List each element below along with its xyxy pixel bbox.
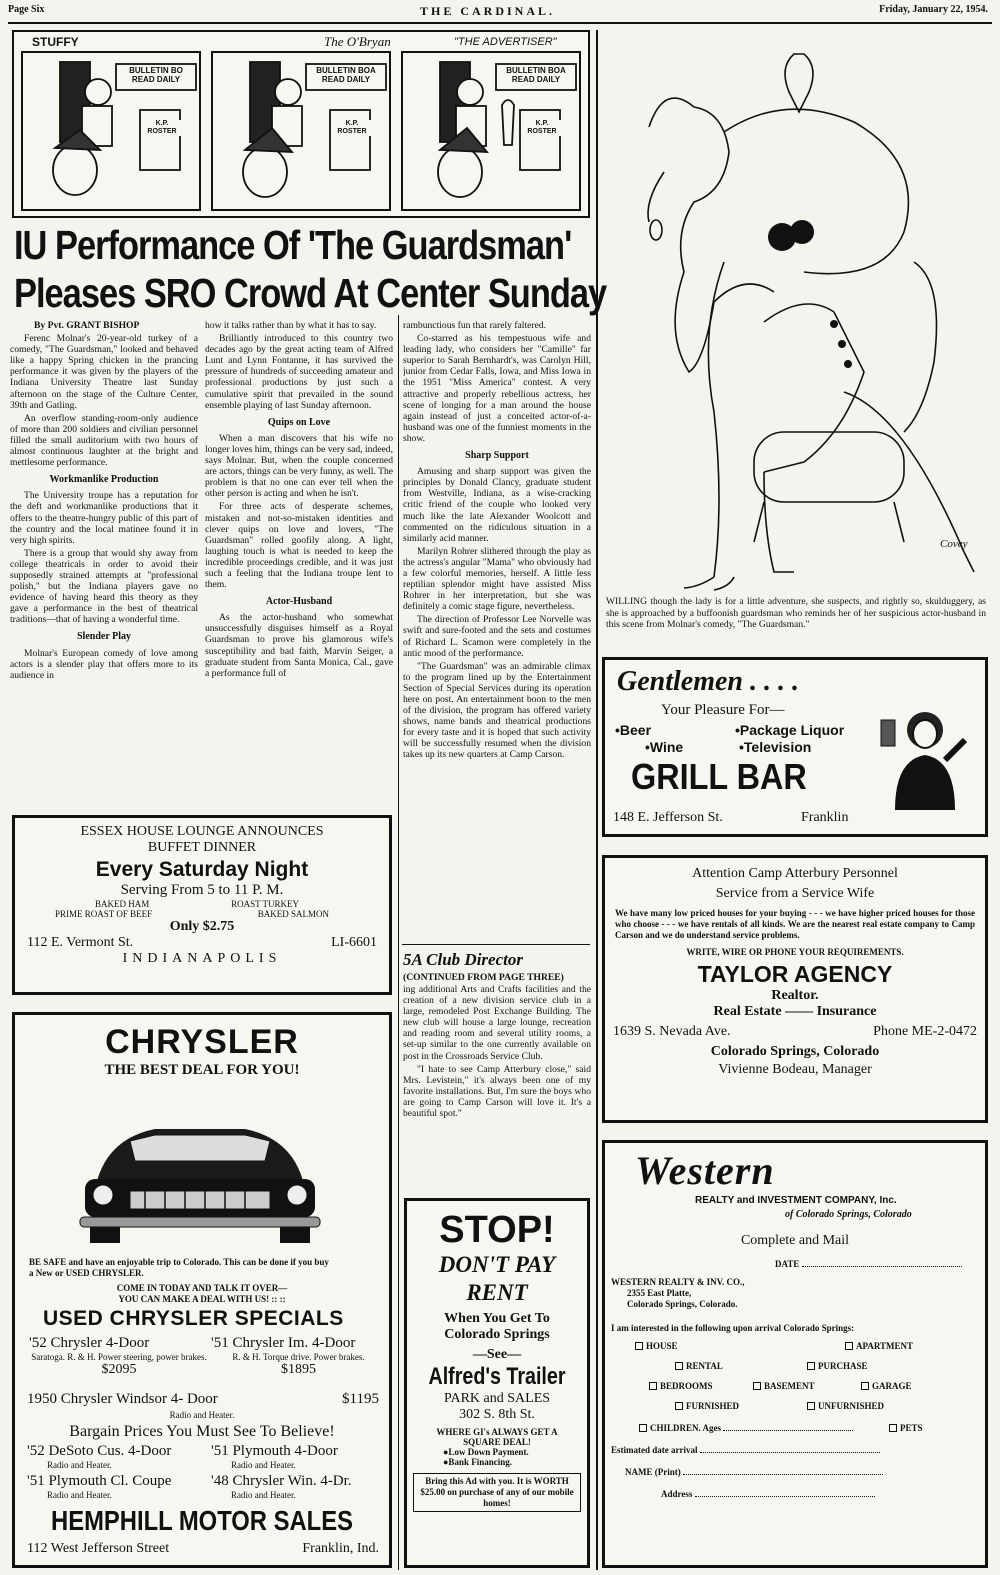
car-listing: '51 Plymouth 4-Door Radio and Heater. xyxy=(211,1443,338,1470)
checkbox-furnished[interactable]: FURNISHED xyxy=(675,1401,739,1411)
subhead: Quips on Love xyxy=(267,416,331,428)
car-listing-detail: Radio and Heater. xyxy=(169,1410,235,1420)
date-field[interactable]: DATE xyxy=(775,1259,962,1269)
paragraph: The University troupe has a reputation for the deft and workmanlike productions that it offers to the theatre-hungry public of this part of the country and the local matinee found it in very high spirits. xyxy=(10,490,198,546)
header-rule xyxy=(8,22,992,24)
comic-caption: "THE ADVERTISER" xyxy=(454,36,557,48)
grill-name: GRILL BAR xyxy=(631,756,807,797)
taylor-contact: 1639 S. Nevada Ave. Phone ME-2-0472 xyxy=(613,1024,977,1039)
western-company: REALTY and INVESTMENT COMPANY, Inc. xyxy=(695,1195,897,1206)
chrysler-pitch: BE SAFE and have an enjoyable trip to Colorado. This can be done if you buy a New or USED CHRYSLER. xyxy=(29,1257,329,1278)
essex-contact: 112 E. Vermont St. LI-6601 xyxy=(27,935,377,950)
essex-line-3: Every Saturday Night xyxy=(95,858,309,881)
guardsman-illustration xyxy=(604,32,988,594)
car-listing: '52 DeSoto Cus. 4-Door Radio and Heater. xyxy=(27,1443,172,1470)
checkbox-bedrooms[interactable]: BEDROOMS xyxy=(649,1381,713,1391)
grill-item: •Package Liquor xyxy=(735,722,845,738)
checkbox-house[interactable]: HOUSE xyxy=(635,1341,678,1351)
car-listing: '51 Chrysler Im. 4-Door R. & H. Torque drive. Power brakes. $1895 xyxy=(211,1335,365,1377)
stop-line: WHERE GI's ALWAYS GET A xyxy=(436,1427,558,1437)
paragraph: Amusing and sharp support was given the principles by Donald Clancy, graduate student from Westville, Indiana, as a wise-cracking critic friend of the couple who looked very much like the late Alexander Woolcott and commented on the ridiculous situation in a similarly acid manner. xyxy=(403,466,591,544)
chrysler-bargain: Bargain Prices You Must See To Believe! xyxy=(69,1423,335,1440)
western-realty-ad xyxy=(602,1140,988,1568)
essex-menu-1: BAKED HAM ROAST TURKEY xyxy=(95,899,299,909)
stop-line: Colorado Springs xyxy=(444,1327,550,1342)
roster-label: K.P. ROSTER xyxy=(332,120,372,136)
chrysler-specials: USED CHRYSLER SPECIALS xyxy=(43,1307,344,1330)
paragraph: The direction of Professor Lee Norvelle was swift and sure-footed and the sets and costumes of Richard L. Scamon were completely in the antic mood of the performance. xyxy=(403,614,591,659)
stop-line: PARK and SALES xyxy=(443,1391,551,1406)
masthead-title: THE CARDINAL. xyxy=(420,4,556,18)
name-field[interactable]: NAME (Print) xyxy=(625,1467,883,1477)
grill-bar-ad xyxy=(602,657,988,837)
taylor-write: WRITE, WIRE OR PHONE YOUR REQUIREMENTS. xyxy=(686,947,904,957)
subhead: Workmanlike Production xyxy=(49,474,159,486)
paragraph: how it talks rather than by what it has to say. xyxy=(205,320,377,331)
trailer-name: Alfred's Trailer xyxy=(428,1363,566,1390)
taylor-city: Colorado Springs, Colorado xyxy=(710,1044,880,1059)
comic-title: STUFFY xyxy=(32,35,79,49)
column-divider xyxy=(398,315,399,1570)
taylor-heading: Attention Camp Atterbury Personnel xyxy=(692,866,898,881)
checkbox-garage[interactable]: GARAGE xyxy=(861,1381,912,1391)
paragraph: "The Guardsman" was an admirable climax to the program lined up by the Entertainment Section of Special Services during its operation here on post. An entertainment boon to the men of the division, the program has offered variety shows, name bands and theatrical productions for every taste and it is hoped that such activity will be successfully resumed when the division takes up its new quarters at Camp Carson. xyxy=(403,660,591,761)
comic-signature: The O'Bryan xyxy=(324,34,391,49)
stop-bullet: ●Low Down Payment. xyxy=(443,1447,529,1457)
taylor-realtor: Realtor. xyxy=(771,988,819,1003)
western-logo: Western xyxy=(635,1148,775,1193)
essex-line-1: ESSEX HOUSE LOUNGE ANNOUNCES xyxy=(80,824,324,839)
interest-statement: I am interested in the following upon arrival Colorado Springs: xyxy=(611,1323,855,1333)
stop-line: —See— xyxy=(472,1347,522,1362)
paragraph: For three acts of desperate schemes, mistaken and not-so-mistaken identities and clever quips on love and lovers, "The Guardsman" rolled goofily along. A light, laughing touch is what is needed to keep the incredible proceedings credible, and it was just such a feeling that the Indiana troupe lent to them. xyxy=(205,501,393,591)
essex-line-4: Serving From 5 to 11 P. M. xyxy=(120,882,284,898)
paragraph: Co-starred as his tempestuous wife and leading lady, who considers her "Camille" far superior to Sarah Bernhardt's, was Carolyn Hill, junior from Cedar Falls, Iowa, and Miss Iowa in the 1951 "Miss America" contest. A very attractive and properly rebellious actress, her scene of longing for a man around the house again instead of just a conceited actor-of-a-husband was one of the funniest moments in the show. xyxy=(403,333,591,444)
headline-line-1: IU Performance Of 'The Guardsman' xyxy=(14,222,572,268)
taylor-services: Real Estate —— Insurance xyxy=(713,1004,877,1019)
paragraph: There is a group that would shy away from college theatricals in order to avoid their supposedly strained attempts at "professional polish," but the Indiana players gave no evidence of having heard this theory as they gave a performance in the best of theatrical traditions—that of having a wonderful time. xyxy=(10,547,198,626)
paragraph: An overflow standing-room-only audience of more than 200 soldiers and civilian personnel filled the small auditorium with two hours of almost continuous laughter at the bright and mettlesome performance. xyxy=(10,412,198,469)
stop-line: 302 S. 8th St. xyxy=(459,1407,535,1422)
issue-date: Friday, January 22, 1954. xyxy=(879,4,988,15)
checkbox-purchase[interactable]: PURCHASE xyxy=(807,1361,868,1371)
coupon-note: Bring this Ad with you. It is WORTH $25.00 on purchase of any of our mobile homes! xyxy=(413,1473,581,1512)
roster-label: K.P. ROSTER xyxy=(142,120,182,136)
chrysler-ad xyxy=(12,1012,392,1568)
paragraph: Molnar's European comedy of love among actors is a slender play that offers more to its audience in xyxy=(10,647,198,681)
grill-title: Gentlemen . . . . xyxy=(617,666,799,697)
taylor-heading-2: Service from a Service Wife xyxy=(715,886,875,901)
dealer-name: HEMPHILL MOTOR SALES xyxy=(51,1505,353,1536)
stop-line: RENT xyxy=(466,1280,528,1305)
checkbox-apartment[interactable]: APARTMENT xyxy=(845,1341,913,1351)
essex-ad xyxy=(12,815,392,995)
club-continued: (CONTINUED FROM PAGE THREE) xyxy=(403,972,564,983)
essex-price: Only $2.75 xyxy=(169,919,235,934)
club-article xyxy=(403,984,591,1194)
trailer-ad xyxy=(404,1198,590,1568)
stop-title: STOP! xyxy=(439,1209,555,1251)
essex-line-2: BUFFET DINNER xyxy=(147,840,257,855)
subhead: Actor-Husband xyxy=(265,596,333,608)
grill-item: •Beer xyxy=(615,722,652,738)
stop-line: When You Get To xyxy=(444,1311,550,1326)
roster-label: K.P. ROSTER xyxy=(522,120,562,136)
taylor-body: We have many low priced houses for your buying - - - we have higher priced houses for those who choose - - - we have rentals of all kinds. We are the nearest real estate company to Camp Carson and we do understand service problems. xyxy=(615,908,975,940)
arrival-date-field[interactable]: Estimated date arrival xyxy=(611,1445,880,1455)
bulletin-board-label: BULLETIN BOA READ DAILY xyxy=(308,66,384,84)
paragraph: "I hate to see Camp Atterbury close," said Mrs. Levistein," it's always been one of my favorite installations. But, I'm sure the boys who are going to Camp Carson will love it. It's a beautiful spot." xyxy=(403,1063,591,1120)
column-divider xyxy=(596,30,598,1570)
headline-line-2: Pleases SRO Crowd At Center Sunday xyxy=(14,270,607,316)
essex-menu-2: PRIME ROAST OF BEEF BAKED SALMON xyxy=(55,909,329,919)
comic-strip xyxy=(12,30,590,218)
western-location: of Colorado Springs, Colorado xyxy=(785,1209,912,1220)
page-number: Page Six xyxy=(8,4,45,15)
checkbox-pets[interactable]: PETS xyxy=(889,1423,923,1433)
byline: By Pvt. GRANT BISHOP xyxy=(34,320,140,331)
paragraph: ing additional Arts and Crafts facilities and the creation of a new division service club in a large, remodeled Post Exchange Building. The new club will house a large lounge, recreation and reading room and several utility rooms, a set-up similar to the one currently available on post in the Crossroads Service Club. xyxy=(403,984,591,1062)
grill-address: 148 E. Jefferson St. xyxy=(613,810,723,825)
chrysler-pitch-2: COME IN TODAY AND TALK IT OVER— YOU CAN MAKE A DEAL WITH US! :: :: xyxy=(116,1283,288,1304)
artist-signature: Covey xyxy=(940,538,968,550)
section-rule xyxy=(402,944,590,945)
paragraph: When a man discovers that his wife no longer loves him, things can be very sad, indeed, says Molnar. But, when the couple concerned are actors, things can be very funny, as well. The problem is that no one can ever tell when the other person is acting and when he isn't. xyxy=(205,432,393,500)
address-field[interactable]: Address xyxy=(661,1489,875,1499)
paragraph: Marilyn Rohrer slithered through the play as the actress's angular "Mama" who obviously had a few colorful memories, herself. A little less reptilian splendor might have assisted Miss Rohrer in her interpretation, but she was definitely a comic stage figure, nevertheless. xyxy=(403,545,591,613)
stop-bullet: ●Bank Financing. xyxy=(443,1457,512,1467)
stop-line: SQUARE DEAL! xyxy=(463,1437,531,1447)
taylor-manager: Vivienne Bodeau, Manager xyxy=(718,1062,872,1077)
taylor-name: TAYLOR AGENCY xyxy=(697,961,893,987)
western-address: WESTERN REALTY & INV. CO., 2355 East Platte, Colorado Springs, Colorado. xyxy=(611,1277,745,1309)
grill-subtitle: Your Pleasure For— xyxy=(661,702,785,718)
chrysler-title: CHRYSLER xyxy=(105,1023,299,1061)
stop-line: DON'T PAY xyxy=(438,1252,556,1277)
club-title: 5A Club Director xyxy=(403,950,523,969)
checkbox-children[interactable]: CHILDREN. Ages xyxy=(639,1423,853,1433)
article-column-2 xyxy=(205,320,393,808)
article-column-1 xyxy=(10,320,198,808)
essex-city: INDIANAPOLIS xyxy=(122,951,282,966)
paragraph: Ferenc Molnar's 20-year-old turkey of a comedy, "The Guardsman," looked and behaved like a happy Spring chicken in the prancing performance it was given by the players of the Indiana University Theatre last Sunday afternoon on the stage of the Culture Center, 39th and Gatling. xyxy=(10,333,198,411)
subhead: Sharp Support xyxy=(465,450,529,462)
checkbox-rental[interactable]: RENTAL xyxy=(675,1361,723,1371)
bulletin-board-label: BULLETIN BO READ DAILY xyxy=(118,66,194,84)
paragraph: As the actor-husband who somewhat unsuccessfully disguises himself as a Royal Guardsman to prove his glamorous wife's susceptibility and bad faith, Marvin Seiger, a graduate student from Santa Monica, Cal., gave a performance full of xyxy=(205,612,393,679)
illustration-caption: WILLING though the lady is for a little adventure, she suspects, and rightly so, skulduggery, as she is approached by a buffoonish guardsman who reminds her of her suspicious actor-husband in this scene from Molnar's comedy, "The Guardsman." xyxy=(606,596,986,630)
car-listing: '48 Chrysler Win. 4-Dr. Radio and Heater. xyxy=(211,1473,352,1500)
checkbox-basement[interactable]: BASEMENT xyxy=(753,1381,815,1391)
paragraph: Brilliantly introduced to this country two decades ago by the great acting team of Alfred Lunt and Lynn Fontanne, it has survived the pressure of hundreds of succeeding amateur and professional productions by just such a cumulative spirit that prevailed in the sound ensemble playing of last Sunday afternoon. xyxy=(205,333,393,411)
bulletin-board-label: BULLETIN BOA READ DAILY xyxy=(498,66,574,84)
complete-and-mail: Complete and Mail xyxy=(740,1233,850,1248)
bartender-icon xyxy=(875,700,975,810)
grill-city: Franklin xyxy=(801,810,849,825)
checkbox-unfurnished[interactable]: UNFURNISHED xyxy=(807,1401,884,1411)
car-listing: 1950 Chrysler Windsor 4- Door $1195 xyxy=(27,1391,379,1407)
grill-item: •Television xyxy=(739,739,812,755)
car-illustration xyxy=(75,1099,325,1249)
car-listing: '51 Plymouth Cl. Coupe Radio and Heater. xyxy=(27,1473,172,1500)
dealer-address: 112 West Jefferson Street Franklin, Ind. xyxy=(27,1541,379,1556)
car-listing: '52 Chrysler 4-Door Saratoga. R. & H. Power steering, power brakes. $2095 xyxy=(29,1335,207,1377)
chrysler-subtitle: THE BEST DEAL FOR YOU! xyxy=(104,1062,300,1078)
paragraph: rambunctious fun that rarely faltered. xyxy=(403,320,547,331)
subhead: Slender Play xyxy=(77,631,131,643)
taylor-agency-ad xyxy=(602,855,988,1123)
grill-item: •Wine xyxy=(645,739,684,755)
article-column-3 xyxy=(403,320,591,940)
